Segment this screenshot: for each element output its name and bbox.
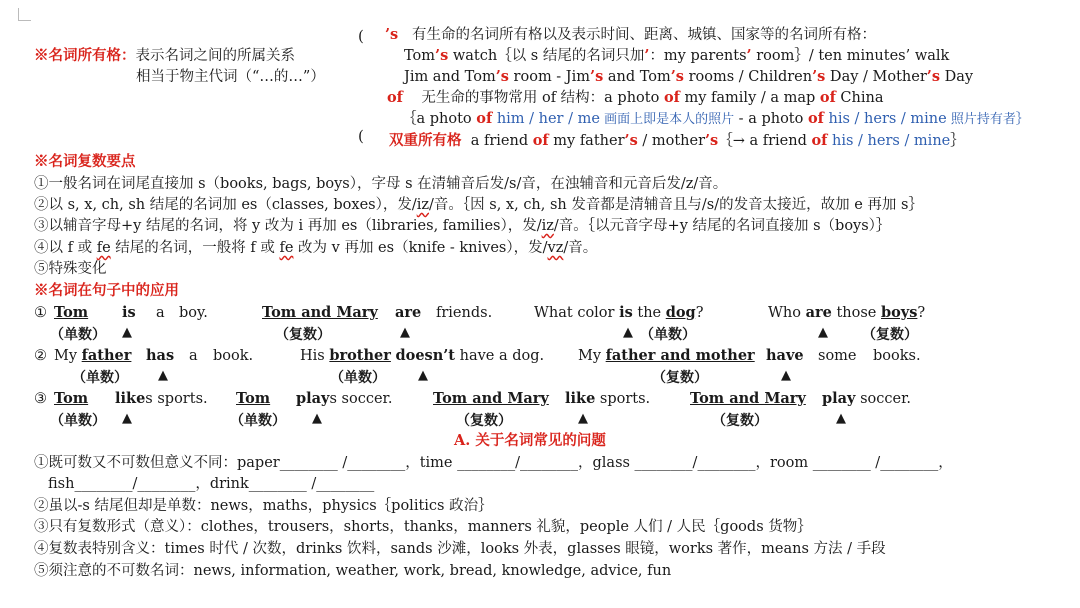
text: China xyxy=(835,90,884,106)
text: have a dog. xyxy=(455,348,545,364)
verb: are xyxy=(805,304,832,321)
red-s: ’s xyxy=(670,68,684,85)
text: 改为 v 再加 es（knife - knives），发/ xyxy=(293,240,548,256)
s3-label-sg-2: （单数） xyxy=(230,413,286,429)
s3-tom: Tom xyxy=(54,390,89,407)
text: /音。｛因 s, x, ch, sh 发音都是清辅音且与/s/的发音太接近，故加 e 再加 s｝ xyxy=(429,197,923,213)
text: - a photo xyxy=(734,111,808,127)
red-s: ’s xyxy=(435,47,449,64)
s1-is: is xyxy=(122,304,136,321)
text: soccer. xyxy=(336,391,393,407)
phonetic: vz xyxy=(547,240,564,256)
text: Who xyxy=(768,305,806,321)
red-apostrophe: ’ xyxy=(644,47,650,64)
possessive-heading xyxy=(34,46,295,66)
red-of: of xyxy=(819,89,836,106)
triangle-marker: ▲ xyxy=(578,411,588,426)
poss-line-3 xyxy=(404,67,973,87)
s2-label-sg-2: （单数） xyxy=(330,370,386,386)
suffix: fe xyxy=(279,240,294,256)
red-of: of xyxy=(476,110,493,127)
text: the xyxy=(632,305,666,321)
plural-rule-1: ①一般名词在词尾直接加 s（books, bags, boys），字母 s 在清辅音后发/s/音，在浊辅音和元音后发/z/音。 xyxy=(34,176,728,192)
text: my father xyxy=(548,133,625,149)
phonetic: iz xyxy=(416,197,430,213)
text: My xyxy=(578,348,606,364)
text: ｝ xyxy=(950,133,965,149)
faq-item-1: ①既可数又不可数但意义不同：paper________ /________，time ________/________，glass ________/________，room ________ /________， xyxy=(34,455,953,471)
text: room - Jim xyxy=(508,69,591,85)
s3-likes-sports xyxy=(115,389,208,409)
verb: doesn’t xyxy=(395,347,456,364)
text: a friend xyxy=(470,133,533,149)
plural-rule-4 xyxy=(34,238,597,258)
s3-like-sports xyxy=(565,389,650,409)
s2-has: has xyxy=(146,347,175,364)
triangle-marker: ▲ xyxy=(312,411,322,426)
noun: brother xyxy=(329,347,391,364)
s1-label-sg: （单数） xyxy=(50,327,106,343)
red-s: ’s xyxy=(624,132,638,149)
faq-item-1b: fish________/________，drink________ /________ xyxy=(48,476,375,492)
text: Day / Mother xyxy=(825,69,927,85)
verb: like xyxy=(565,390,596,407)
red-of: of xyxy=(663,89,680,106)
page-corner-mark xyxy=(18,8,31,21)
faq-item-3: ③只有复数形式（意义）：clothes，trousers，shorts，thanks，manners 礼貌，people 人们 / 人民｛goods 货物｝ xyxy=(34,519,812,535)
text: What color xyxy=(534,305,620,321)
blue-pronouns: his / hers / mine xyxy=(832,133,951,149)
s3-num: ③ xyxy=(34,391,47,407)
apostrophe-s-mark: ’s xyxy=(385,26,399,43)
double-possessive-title: 双重所有格 xyxy=(389,132,462,149)
faq-title: A. 关于名词常见的问题 xyxy=(454,432,606,449)
s1-tom: Tom xyxy=(54,304,89,321)
text: Tom xyxy=(404,48,436,64)
text: My xyxy=(54,348,82,364)
noun: father and mother xyxy=(605,347,755,364)
poss-line-5 xyxy=(402,109,1029,130)
s1-num: ① xyxy=(34,305,47,321)
triangle-marker: ▲ xyxy=(158,368,168,383)
text: ④以 f 或 xyxy=(34,240,97,256)
text: room｝/ ten minutes’ walk xyxy=(751,48,950,64)
triangle-marker: ▲ xyxy=(400,325,410,340)
triangle-marker: ▲ xyxy=(122,411,132,426)
possessive-desc-1: 表示名词之间的所属关系 xyxy=(135,48,295,64)
text: 结尾的名词，一般将 f 或 xyxy=(110,240,280,256)
red-of: of xyxy=(807,110,824,127)
triangle-marker: ▲ xyxy=(418,368,428,383)
text: Day xyxy=(939,69,974,85)
poss-line-4 xyxy=(387,88,884,108)
s1-are: are xyxy=(395,304,422,321)
triangle-marker: ▲ xyxy=(122,325,132,340)
text: watch｛以 s 结尾的名词只加 xyxy=(448,48,645,64)
poss-line-2 xyxy=(404,46,949,66)
red-of: of xyxy=(532,132,549,149)
text: ｛→ a friend xyxy=(718,133,812,149)
plural-title: ※名词复数要点 xyxy=(34,153,136,170)
s2-my-father xyxy=(54,346,131,366)
s2-books: books. xyxy=(873,348,921,364)
application-title: ※名词在句子中的应用 xyxy=(34,282,179,299)
suffix: s xyxy=(329,391,337,407)
text: /音。｛以元音字母+y 结尾的名词直接加 s（boys）｝ xyxy=(553,218,891,234)
faq-item-4: ④复数表特别含义：times 时代 / 次数，drinks 饮料，sands 沙滩，looks 外表，glasses 眼镜，works 著作，means 方法 / 手段 xyxy=(34,541,886,557)
text: ? xyxy=(917,305,926,321)
s3-label-pl: （复数） xyxy=(456,413,512,429)
s1-label-pl-2: （复数） xyxy=(862,327,918,343)
s3-label-pl-2: （复数） xyxy=(712,413,768,429)
red-s: ’s xyxy=(926,68,940,85)
verb: play xyxy=(296,390,330,407)
noun: dog xyxy=(665,304,696,321)
s1-question-boys xyxy=(768,303,925,323)
poss-line-1-text: 有生命的名词所有格以及表示时间、距离、城镇、国家等的名词所有格： xyxy=(412,27,877,43)
noun: boys xyxy=(881,304,918,321)
phonetic: iz xyxy=(541,218,554,234)
verb: play xyxy=(822,390,856,407)
verb: is xyxy=(619,304,633,321)
red-s: ’s xyxy=(812,68,826,85)
s1-label-pl: （复数） xyxy=(275,327,331,343)
s2-his-brother xyxy=(300,346,544,366)
text: rooms / Children xyxy=(683,69,813,85)
s2-have: have xyxy=(766,347,804,364)
plural-rule-2 xyxy=(34,195,923,215)
s1-question-dog xyxy=(534,303,703,323)
text: / mother xyxy=(637,133,705,149)
possessive-desc-2: 相当于物主代词（“…的…”） xyxy=(136,69,325,85)
left-brace: ( ( xyxy=(358,27,364,145)
red-s: ’s xyxy=(495,68,509,85)
s2-label-pl: （复数） xyxy=(652,370,708,386)
text: ②以 s, x, ch, sh 结尾的名词加 es（classes, boxes），发/ xyxy=(34,197,417,213)
verb: like xyxy=(115,390,146,407)
suffix: s xyxy=(145,391,153,407)
noun: father xyxy=(81,347,132,364)
s2-some: some xyxy=(818,348,857,364)
plural-rule-3 xyxy=(34,216,890,236)
poss-line-1 xyxy=(385,25,876,45)
text: and Tom xyxy=(603,69,671,85)
red-s: ’s xyxy=(705,132,719,149)
triangle-marker: ▲ xyxy=(818,325,828,340)
of-mark: of xyxy=(387,89,403,106)
triangle-marker: ▲ xyxy=(781,368,791,383)
s1-a: a xyxy=(156,305,165,321)
s3-plays-soccer xyxy=(296,389,392,409)
s1-label-sg-2: （单数） xyxy=(640,327,696,343)
s1-boy: boy. xyxy=(179,305,208,321)
s2-num: ② xyxy=(34,348,47,364)
s1-friends: friends. xyxy=(436,305,493,321)
text: sports. xyxy=(595,391,651,407)
possessive-colon: ： xyxy=(121,47,136,64)
text: those xyxy=(831,305,881,321)
red-of: of xyxy=(811,132,828,149)
triangle-marker: ▲ xyxy=(836,411,846,426)
text: ? xyxy=(695,305,704,321)
red-apostrophe: ’ xyxy=(746,47,752,64)
possessive-title: ※名词所有格 xyxy=(34,47,121,64)
blue-note: 画面上即是本人的照片 xyxy=(599,112,735,127)
faq-item-2: ②虽以-s 结尾但却是单数：news，maths，physics｛politics 政治｝ xyxy=(34,498,493,514)
text: ｛a photo xyxy=(402,111,477,127)
red-s: ’s xyxy=(590,68,604,85)
text: soccer. xyxy=(855,391,912,407)
text: ：my parents xyxy=(649,48,747,64)
blue-pronouns: his / hers / mine xyxy=(828,111,947,127)
poss-line-6 xyxy=(389,131,965,151)
s3-tom-and-mary-2: Tom and Mary xyxy=(690,390,806,407)
blue-note: 照片持有者｝ xyxy=(946,112,1029,127)
text: my family / a map xyxy=(679,90,820,106)
text: ③以辅音字母+y 结尾的名词，将 y 改为 i 再加 es（libraries, families），发/ xyxy=(34,218,542,234)
plural-rule-5: ⑤特殊变化 xyxy=(34,261,107,277)
s3-tom-2: Tom xyxy=(236,390,271,407)
s3-play-soccer xyxy=(822,389,911,409)
text: Jim and Tom xyxy=(404,69,496,85)
faq-item-5: ⑤须注意的不可数名词：news, information, weather, work, bread, knowledge, advice, fun xyxy=(34,563,672,579)
text: His xyxy=(300,348,330,364)
blue-pronouns: him / her / me xyxy=(496,111,600,127)
text: sports. xyxy=(152,391,208,407)
text: /音。 xyxy=(563,240,598,256)
s3-tom-and-mary: Tom and Mary xyxy=(433,390,549,407)
suffix: fe xyxy=(96,240,111,256)
s2-a: a xyxy=(189,348,198,364)
s2-my-father-mother xyxy=(578,346,755,366)
triangle-marker: ▲ xyxy=(623,325,633,340)
s1-tom-and-mary: Tom and Mary xyxy=(262,304,378,321)
s2-label-sg: （单数） xyxy=(72,370,128,386)
s2-book: book. xyxy=(213,348,254,364)
s3-label-sg: （单数） xyxy=(50,413,106,429)
text: 无生命的事物常用 of 结构：a photo xyxy=(421,90,664,106)
